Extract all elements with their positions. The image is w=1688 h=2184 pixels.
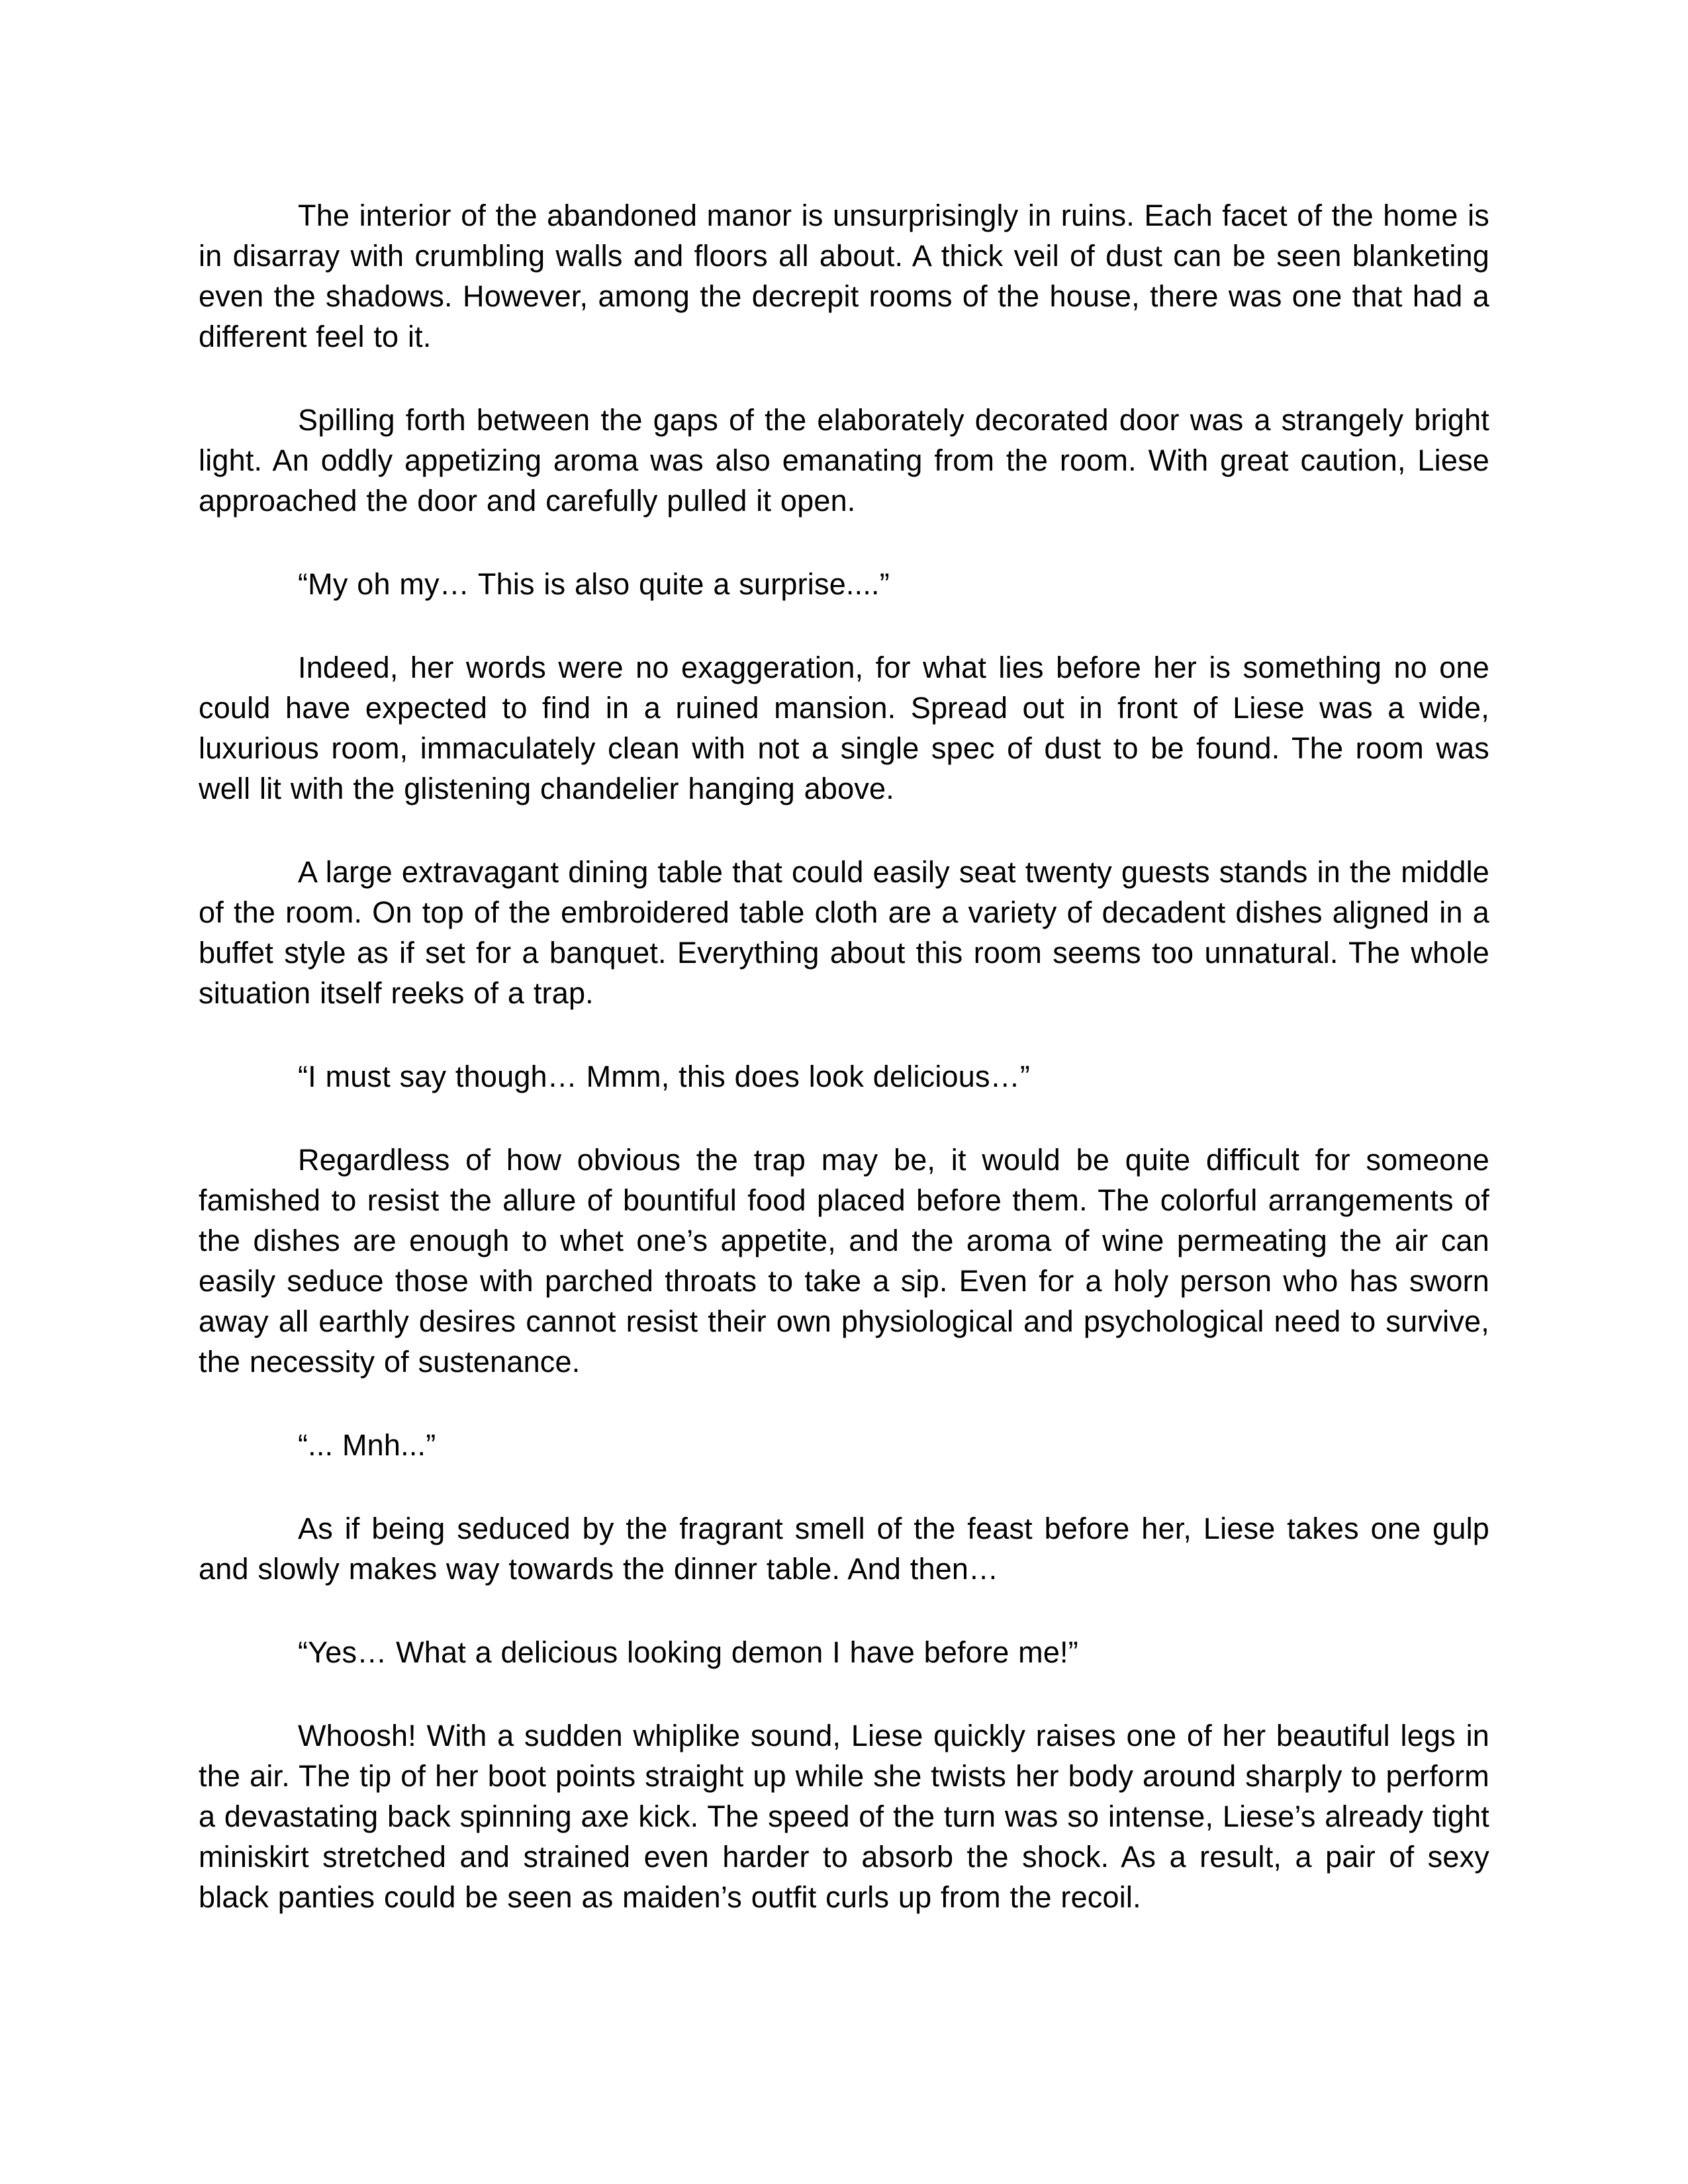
paragraph-05: A large extravagant dining table that could easily seat twenty guests stands in the middle of the room. On top of the embroidered table cloth are a variety of decadent dishes aligned in a buffet style as if set for a banquet. Everything about this room seems too unnatural. The whole situation itself reeks of a trap. bbox=[199, 855, 1489, 1010]
paragraph-11: Whoosh! With a sudden whiplike sound, Liese quickly raises one of her beautiful legs in the air. The tip of her boot points straight up while she twists her body around sharply to perform a devastating back spinning axe kick. The speed of the turn was so intense, Liese’s already tight miniskirt stretched and strained even harder to absorb the shock. As a result, a pair of sexy black panties could be seen as maiden’s outfit curls up from the recoil. bbox=[199, 1719, 1489, 1914]
paragraph-10-dialogue: “Yes… What a delicious looking demon I have before me!” bbox=[298, 1635, 1078, 1669]
paragraph-03-dialogue: “My oh my… This is also quite a surprise....” bbox=[298, 567, 890, 601]
paragraph-06-dialogue: “I must say though… Mmm, this does look delicious…” bbox=[298, 1060, 1031, 1093]
paragraph-07: Regardless of how obvious the trap may be, it would be quite difficult for someone famished to resist the allure of bountiful food placed before them. The colorful arrangements of the dishes are enough to whet one’s appetite, and the aroma of wine permeating the air can easily seduce those with parched throats to take a sip. Even for a holy person who has sworn away all earthly desires cannot resist their own physiological and psychological need to survive, the necessity of sustenance. bbox=[199, 1143, 1489, 1379]
paragraph-09: As if being seduced by the fragrant smell of the feast before her, Liese takes one gulp and slowly makes way towards the dinner table. And then… bbox=[199, 1512, 1489, 1586]
paragraph-01: The interior of the abandoned manor is unsurprisingly in ruins. Each facet of the home is in disarray with crumbling walls and floors all about. A thick veil of dust can be seen blanketing even the shadows. However, among the decrepit rooms of the house, there was one that had a different feel to it. bbox=[199, 199, 1489, 353]
paragraph-04: Indeed, her words were no exaggeration, for what lies before her is something no one could have expected to find in a ruined mansion. Spread out in front of Liese was a wide, luxurious room, immaculately clean with not a single spec of dust to be found. The room was well lit with the glistening chandelier hanging above. bbox=[199, 651, 1489, 805]
paragraph-02: Spilling forth between the gaps of the elaborately decorated door was a strangely bright light. An oddly appetizing aroma was also emanating from the room. With great caution, Liese approached the door and carefully pulled it open. bbox=[199, 403, 1489, 518]
paragraph-08-dialogue: “... Mnh...” bbox=[298, 1428, 436, 1462]
